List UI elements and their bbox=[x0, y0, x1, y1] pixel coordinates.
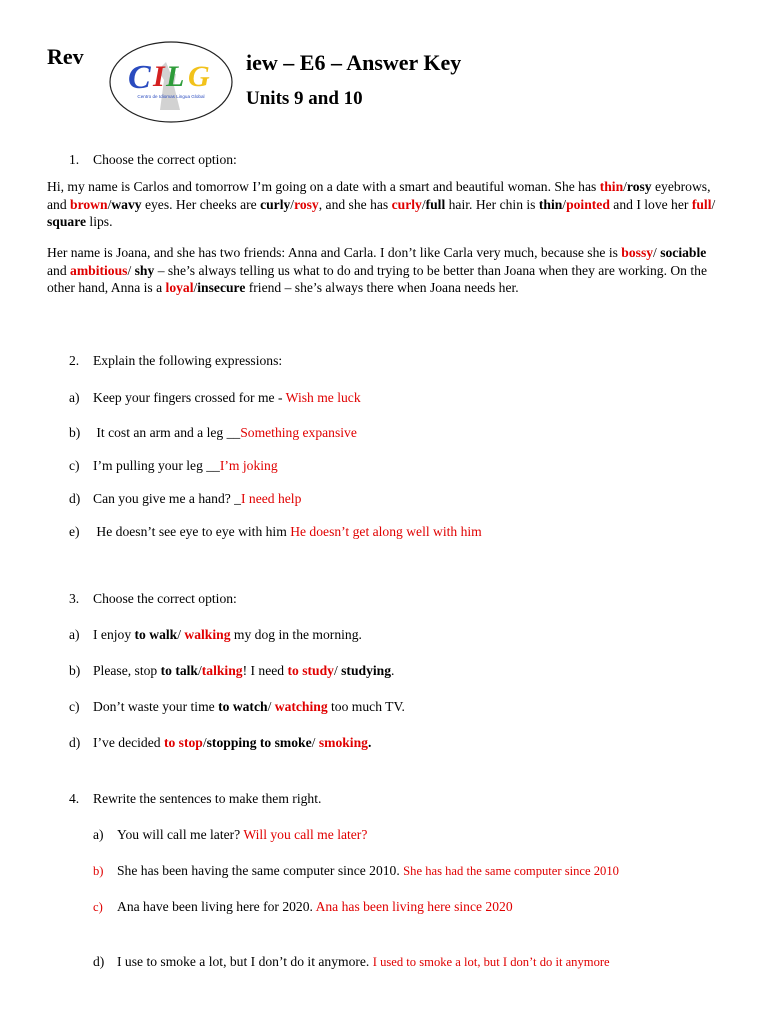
option: to talk bbox=[160, 663, 198, 678]
answer-option: loyal bbox=[165, 280, 194, 295]
item-letter: d) bbox=[69, 735, 81, 750]
item-letter: c) bbox=[93, 900, 103, 914]
title-left: Rev bbox=[47, 44, 84, 69]
text-run: . bbox=[391, 663, 395, 678]
choice-item bbox=[69, 627, 362, 643]
choice-item bbox=[69, 663, 394, 679]
choice-item bbox=[69, 735, 371, 751]
corrected-sentence: She has had the same computer since 2010 bbox=[403, 864, 619, 878]
text-run: Her name is Joana, and she has two friends: Anna and Carla. I don’t like Carla very much, because she is bbox=[47, 245, 622, 260]
text-run: / bbox=[333, 663, 342, 678]
option: studying bbox=[341, 663, 392, 678]
answer-option: walking bbox=[184, 627, 231, 642]
item-letter: b) bbox=[93, 864, 104, 878]
answer-option: talking bbox=[201, 663, 243, 678]
rewrite-item bbox=[93, 827, 367, 843]
item-letter: c) bbox=[69, 458, 80, 473]
item-letter: c) bbox=[69, 699, 80, 714]
text-run: and I love her bbox=[609, 196, 692, 212]
expression-answer: I need help bbox=[240, 491, 302, 506]
text-run: Don’t waste your time bbox=[93, 699, 219, 714]
answer-option: to study bbox=[287, 663, 334, 678]
svg-text:G: G bbox=[188, 60, 210, 93]
answer-option: to stop bbox=[163, 735, 203, 750]
item-letter: e) bbox=[69, 524, 80, 539]
text-run: Please, stop bbox=[93, 663, 161, 678]
title-right: iew – E6 – Answer Key bbox=[246, 50, 462, 75]
sentence-text: You will call me later? bbox=[117, 827, 244, 842]
text-run: / bbox=[202, 735, 207, 750]
item-letter: a) bbox=[69, 390, 80, 405]
corrected-sentence: Will you call me later? bbox=[243, 827, 368, 842]
svg-text:C: C bbox=[128, 59, 151, 96]
text-run: , and she has bbox=[318, 196, 392, 212]
option: rosy bbox=[626, 179, 652, 194]
subtitle: Units 9 and 10 bbox=[246, 88, 363, 109]
q2-heading: 2. Explain the following expressions: bbox=[69, 353, 283, 368]
svg-text:Centro de Idiomas Lingua Globa: Centro de Idiomas Lingua Global bbox=[137, 94, 205, 99]
choice-item bbox=[69, 699, 405, 715]
q1-paragraph-2 bbox=[47, 244, 727, 297]
answer-option: thin bbox=[599, 179, 624, 194]
svg-text:I: I bbox=[153, 60, 165, 93]
option: square bbox=[47, 214, 87, 229]
expression-answer: Wish me luck bbox=[285, 390, 361, 405]
option: shy bbox=[134, 262, 155, 278]
answer-option: rosy bbox=[294, 196, 319, 212]
item-letter: a) bbox=[69, 627, 80, 642]
sentence-text: I use to smoke a lot, but I don’t do it anymore. bbox=[117, 954, 373, 969]
text-run: my dog in the morning. bbox=[230, 627, 362, 642]
text-run: eyes. Her cheeks are bbox=[141, 196, 261, 212]
option: . bbox=[367, 735, 372, 750]
text-run: / bbox=[311, 735, 319, 750]
text-run: / bbox=[623, 179, 627, 194]
q1-paragraph-1 bbox=[47, 178, 727, 231]
school-logo bbox=[108, 40, 234, 124]
option: stopping to smoke bbox=[206, 735, 312, 750]
rewrite-item bbox=[93, 954, 610, 970]
text-run: I enjoy bbox=[93, 627, 135, 642]
expression-answer: He doesn’t get along well with him bbox=[290, 524, 482, 539]
expression-text: He doesn’t see eye to eye with him bbox=[93, 524, 291, 539]
expression-item bbox=[69, 390, 361, 406]
text-run: Hi, my name is Carlos and tomorrow I’m going on a date with a smart and beautiful woman. She has bbox=[47, 179, 600, 194]
option: to watch bbox=[218, 699, 268, 714]
text-run: / bbox=[193, 280, 198, 295]
item-letter: b) bbox=[69, 663, 81, 678]
text-run: / bbox=[653, 245, 661, 260]
expression-text: It cost an arm and a leg __ bbox=[93, 425, 241, 440]
expression-text: I’m pulling your leg __ bbox=[93, 458, 220, 473]
text-run: hair. Her chin is bbox=[445, 196, 539, 212]
q4-heading: 4. Rewrite the sentences to make them right. bbox=[69, 791, 322, 806]
answer-option: curly bbox=[391, 196, 422, 212]
expression-text: Keep your fingers crossed for me - bbox=[93, 390, 286, 405]
text-run: / bbox=[421, 196, 426, 212]
text-run: / bbox=[267, 699, 275, 714]
expression-item bbox=[69, 524, 482, 540]
text-run: / bbox=[711, 196, 716, 212]
item-letter: d) bbox=[69, 491, 81, 506]
text-run: – she’s always telling us what to do and trying to be better than Joana when they are working. On the other hand, Anna is a bbox=[47, 262, 707, 295]
text-run: too much TV. bbox=[327, 699, 405, 714]
rewrite-item bbox=[93, 899, 513, 915]
text-run: / bbox=[290, 196, 295, 212]
text-run: / bbox=[562, 196, 567, 212]
text-run: / bbox=[177, 627, 185, 642]
expression-answer: I’m joking bbox=[219, 458, 278, 473]
option: full bbox=[425, 196, 446, 212]
option: curly bbox=[260, 196, 291, 212]
answer-option: full bbox=[691, 196, 712, 212]
text-run: ! I need bbox=[242, 663, 288, 678]
expression-item bbox=[69, 458, 278, 474]
sentence-text: Ana have been living here for 2020. bbox=[117, 899, 316, 914]
text-run: lips. bbox=[86, 214, 113, 229]
answer-option: pointed bbox=[566, 196, 610, 212]
svg-text:L: L bbox=[166, 60, 185, 93]
rewrite-item bbox=[93, 863, 619, 879]
option: wavy bbox=[111, 196, 142, 212]
expression-item bbox=[69, 425, 357, 441]
answer-option: bossy bbox=[621, 245, 654, 260]
expression-answer: Something expansive bbox=[240, 425, 357, 440]
text-run: / bbox=[197, 663, 202, 678]
answer-option: watching bbox=[274, 699, 328, 714]
text-run: friend – she’s always there when Joana needs her. bbox=[245, 280, 519, 295]
item-letter: b) bbox=[69, 425, 81, 440]
q1-heading: 1. Choose the correct option: bbox=[69, 152, 237, 167]
text-run: I’ve decided bbox=[93, 735, 164, 750]
option: to walk bbox=[134, 627, 178, 642]
answer-option: smoking bbox=[318, 735, 368, 750]
expression-text: Can you give me a hand? _ bbox=[93, 491, 241, 506]
answer-option: ambitious bbox=[70, 262, 128, 278]
text-run: / bbox=[127, 262, 135, 278]
item-letter: a) bbox=[93, 827, 104, 842]
option: insecure bbox=[197, 280, 246, 295]
corrected-sentence: Ana has been living here since 2020 bbox=[315, 899, 513, 914]
option: thin bbox=[538, 196, 563, 212]
answer-option: brown bbox=[70, 196, 108, 212]
text-run: / bbox=[107, 196, 112, 212]
corrected-sentence: I used to smoke a lot, but I don’t do it anymore bbox=[372, 955, 610, 969]
text-run: eyebrows, and bbox=[47, 179, 711, 212]
option: sociable bbox=[660, 245, 707, 260]
expression-item bbox=[69, 491, 301, 507]
text-run: and bbox=[47, 262, 71, 278]
q3-heading: 3. Choose the correct option: bbox=[69, 591, 237, 606]
item-letter: d) bbox=[93, 954, 105, 969]
sentence-text: She has been having the same computer since 2010. bbox=[117, 863, 404, 878]
